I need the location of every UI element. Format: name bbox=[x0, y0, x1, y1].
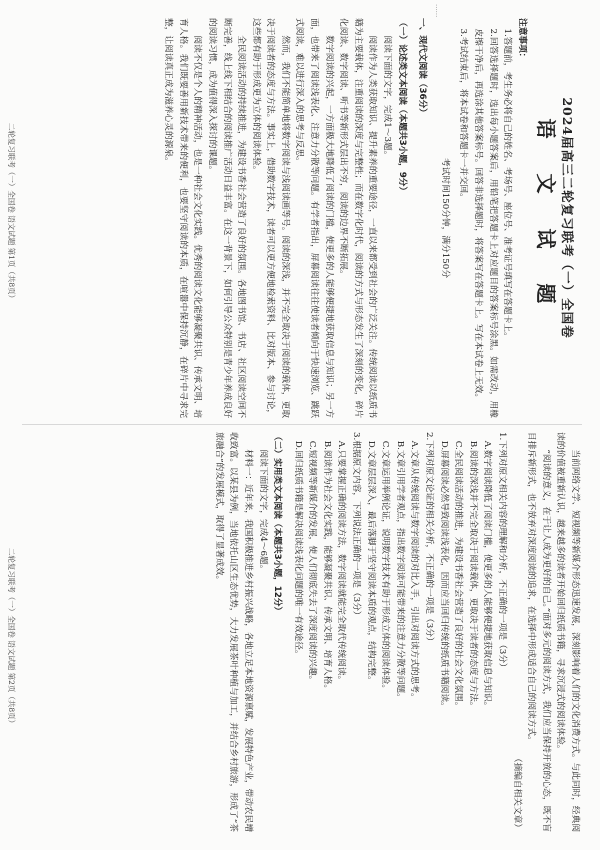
question-option: B.阅读的深浅并不完全取决于阅读载体，更取决于读者的态度与方法。 bbox=[467, 440, 478, 711]
read-prompt: 阅读下面的文字，完成4～6题。 bbox=[257, 449, 268, 574]
passage-paragraph: 全民阅读活动的持续推进，为建设书香社会营造了良好的氛围。各地图书馆、书店、社区阅读空间不断完善，线上线下相结合的阅读推广活动日益丰富。在这一背景下，如何引导公众特别是青少年养成良好的阅读习惯，成为值得深入探讨的课题。 bbox=[206, 18, 247, 418]
question-option: D.屏幕阅读必然导致阅读浅表化，因而应当回归传统的纸质书籍阅读。 bbox=[438, 440, 449, 711]
notice-item: 2.回答选择题时，选出每小题答案后，用铅笔把答题卡上对应题目的答案标号涂黑。如需改动，用橡皮擦干净后，再选涂其他答案标号。回答非选择题时，将答案写在答题卡上。写在本试卷上无效。 bbox=[473, 28, 498, 418]
question-stem: 2.下列对原文论证的相关分析，不正确的一项是（3分） bbox=[424, 432, 435, 646]
binding-margin-mark: ······ bbox=[432, 4, 440, 18]
exam-title: 2024届高三二轮复习联考（一）全国卷 bbox=[560, 97, 575, 339]
left-column bbox=[16, 18, 582, 418]
passage-paragraph: 数字阅读的兴起，一方面极大地降低了阅读的门槛，使更多的人能够便捷地获取信息与知识；另一方面，也带来了阅读浅表化、注意力分散等问题。有学者指出，屏幕阅读往往使读者倾向于快速浏览、跳跃式阅读，难以进行深入的思考与反思。 bbox=[294, 18, 334, 418]
question-option: A.文章从传统阅读与数字阅读的对比入手，引出对阅读方式的思考。 bbox=[409, 440, 420, 702]
subsection-heading: （一）论述类文本阅读（本题共3小题，9分） bbox=[396, 18, 407, 196]
question-option: D.文章层层深入，最后落脚于坚守阅读本质的观点，结构完整。 bbox=[365, 440, 376, 685]
read-prompt: 阅读下面的文字，完成1～3题。 bbox=[382, 35, 393, 160]
passage-paragraph: “阅读的意义，在于让人成为更好的自己。”面对多元的阅读方式，我们应当保持开放的心态，既不盲目排斥新形式，也不放弃对深度阅读的追求，在选择中形成适合自己的阅读方式。 bbox=[526, 432, 551, 832]
page-footer-left: 二轮复习联考（一）全国卷 语文试题 第1页（共8页） bbox=[7, 122, 16, 303]
right-column bbox=[16, 432, 582, 832]
subject-title: 语 文 试 题 bbox=[534, 118, 559, 318]
question-stem: 3.根据原文内容，下列说法正确的一项是（3分） bbox=[351, 432, 362, 620]
question-option: B.阅读作为社会文化实践，能够凝聚共识、传承文明、培育人格。 bbox=[321, 440, 332, 694]
question-option: A.数字阅读降低了阅读门槛，使更多的人能够便捷地获取信息与知识。 bbox=[482, 440, 493, 711]
column-divider bbox=[22, 424, 582, 425]
question-option: C.全民阅读活动的推进，为建设书香社会营造了良好的社会文化氛围。 bbox=[453, 440, 464, 711]
passage-paragraph: 材料一：近年来，我国积极推进乡村振兴战略，各地立足本地资源禀赋，发展特色产业，带动农民增收致富。以某县为例，当地依托山区生态优势，大力发展茶叶种植与加工，并结合乡村旅游，形成了“茶旅融合”的发展模式，取得了显著成效。 bbox=[213, 432, 253, 832]
passage-paragraph: 阅读作为人类获取知识、提升素养的重要途径，一直以来都受到社会的广泛关注。传统阅读以纸质书籍为主要载体，注重阅读的深度与完整性；而在数字化时代，阅读的方式与形态发生了深刻的变化，碎片化阅读、数字阅读、听书等新形式层出不穷，阅读的边界不断拓展。 bbox=[338, 18, 378, 418]
page-footer-right: 二轮复习联考（一）全国卷 语文试题 第2页（共8页） bbox=[7, 547, 16, 728]
question-option: C.文章运用举例论证，说明数字技术有助于形成立体的阅读体验。 bbox=[380, 440, 391, 694]
question-stem: 1.下列对原文相关内容的理解和分析，不正确的一项是（3分） bbox=[497, 432, 508, 672]
question-option: A.只要掌握正确的阅读方法，数字阅读就能完全取代传统阅读。 bbox=[336, 440, 347, 685]
notice-item: 1.答题前，考生务必将自己的姓名、考场号、座位号、准考证号填写在答题卡上。 bbox=[502, 28, 513, 341]
passage-source: （摘编自相关文章） bbox=[511, 753, 522, 832]
notice-item: 3.考试结束后，将本试卷和答题卡一并交回。 bbox=[458, 28, 469, 202]
passage-paragraph: 然而，我们不能简单地将数字阅读与浅阅读画等号。阅读的深浅，并不完全取决于阅读的载体，更取决于阅读者的态度与方法。事实上，借助数字技术，读者可以更方便地检索资料、比对版本、参与讨论，这些都有助于形成更为立体的阅读体验。 bbox=[250, 18, 290, 418]
notice-title: 注意事项： bbox=[516, 18, 527, 62]
exam-time-line: 考试时间150分钟，满分150分 bbox=[439, 157, 450, 279]
section-heading: 一、现代文阅读（36分） bbox=[417, 18, 428, 117]
passage-paragraph: 阅读不仅是个人的精神活动，也是一种社会文化实践。优秀的阅读文化能够凝聚共识、传承文明、培育人格。我们既要善用新技术带来的便利，也要坚守阅读的本质，在喧嚣中保持沉静，在碎片中寻求完整，让阅读真正成为滋养心灵的源泉。 bbox=[163, 18, 203, 418]
question-option: B.文章引用学者观点，指出数字阅读可能带来的注意力分散等问题。 bbox=[394, 440, 405, 702]
passage-paragraph: 当前网络文学、短视频等新媒介形态迅速发展，深刻影响着人们的文化消费方式。与此同时，经典阅读的价值被重新认识，越来越多的读者开始回归纸质书籍，寻求沉浸式的阅读体验。 bbox=[555, 432, 580, 832]
question-option: D.回归纸质书籍是解决阅读浅表化问题的唯一有效途径。 bbox=[292, 440, 303, 659]
question-option: C.短视频等新媒介的发展，使人们彻底失去了深度阅读的兴趣。 bbox=[307, 440, 318, 685]
subsection-heading: （二）实用类文本阅读（本题共3小题，12分） bbox=[272, 432, 283, 616]
